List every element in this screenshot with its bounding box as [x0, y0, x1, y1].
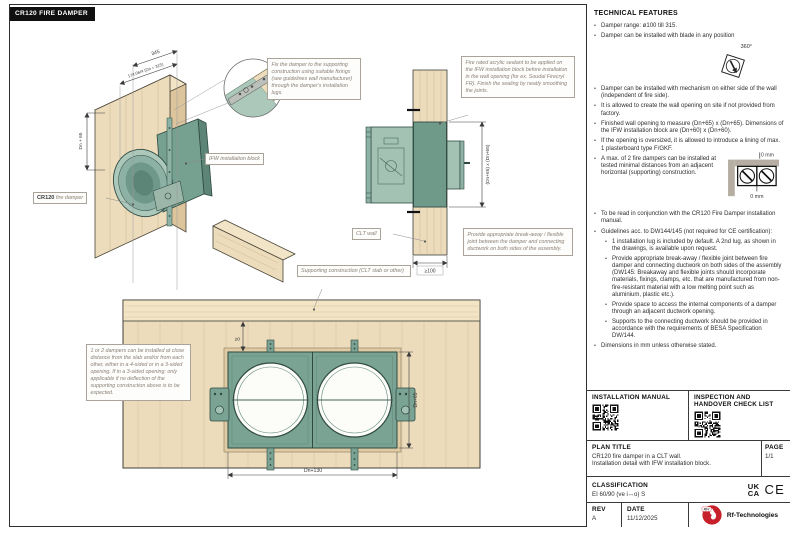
tag-clt-wall: CLT wall	[352, 228, 381, 240]
ukca-mark: UK CA	[747, 481, 760, 498]
blade-rotation-icon	[718, 51, 748, 81]
dim-opening: (Dn+65) x (Dn+65)	[486, 144, 491, 185]
right-panel	[586, 4, 790, 527]
feature-item: • To be read in conjunction with the CR120 Fire Damper installation manual.	[594, 211, 776, 225]
feature-subitem: • Supports to the connecting ductwork should be provided in accordance with the requirements of BESA Specification DW/144.	[605, 318, 768, 339]
note-flexible-joint: Provide appropriate break-away / flexible joint between the damper and connecting ductwork on both sides of the assembly.	[463, 228, 573, 256]
rev-value: A	[592, 514, 597, 522]
feature-item: • Damper range: ø100 till 315.	[594, 23, 678, 29]
logo-badge-text: Rf-t	[703, 507, 710, 512]
tag-cr120-fire-damper	[33, 192, 87, 204]
conformity-marks	[748, 482, 785, 497]
tag-cr120-bold: CR120	[37, 194, 55, 201]
rev-cell	[587, 503, 622, 527]
feature-subitem: • 1 installation lug is included by default. A 2nd lug, as shown in the drawings, is available upon request.	[605, 238, 776, 253]
tag-cr120-rest: fire damper	[54, 194, 84, 201]
brand-block	[689, 503, 790, 527]
documents-row	[587, 390, 790, 440]
feature-item: • If the opening is oversized, it is allowed to introduce a lining of max. 1 plasterboard type F/GKF.	[594, 138, 781, 152]
inspection-label: INSPECTION AND HANDOVER CHECK LIST	[694, 394, 774, 409]
tag-ifw-block: IFW installation block	[205, 153, 264, 165]
features-heading: TECHNICAL FEATURES	[594, 10, 678, 17]
classification-value: EI 60/90 (ve i↔o) S	[592, 490, 646, 498]
date-value: 11/12/2025	[627, 514, 658, 522]
feature-item: • Guidelines acc. to DW144/145 (not required for CE certification):	[594, 228, 773, 235]
plan-title-line2: Installation detail with IFW installation block.	[592, 460, 711, 468]
date-label: DATE	[627, 505, 645, 513]
qr-inspection	[694, 411, 721, 438]
note-fixing: Fix the damper to the supporting construction using suitable fixings (see guidelines wall manufacturer) through the damper's installation lugs.	[267, 58, 361, 100]
feature-item: • Damper can be installed with mechanism on either side of the wall (independent of fire side).	[594, 85, 777, 99]
fire-damper-section	[371, 127, 413, 203]
note-two-dampers: 1 or 2 dampers can be installed at close distance from the slab and/or from each other, either in a 4-sided or in a 3-sided opening. If in a 3-sided opening: only applicable if no deflection of the supporting construction above is to be expected.	[86, 344, 191, 401]
zero-mm-top-label: 0 mm	[760, 152, 775, 159]
dim-wall-thickness: ≥100	[424, 268, 436, 275]
installation-manual-label: INSTALLATION MANUAL	[592, 394, 671, 401]
dim-position: 174.06/4 (Dn = 315)	[127, 61, 164, 79]
dim-dn65-front: Dn+65	[413, 392, 419, 408]
classification-label: CLASSIFICATION	[592, 481, 648, 489]
feature-item: • Dimensions in mm unless otherwise stated.	[594, 342, 717, 349]
inspection-cell	[689, 391, 790, 440]
page-value: 1/1	[765, 452, 774, 460]
rotation-icon-block	[710, 44, 756, 81]
ce-mark: CE	[764, 482, 785, 497]
plan-title-label: PLAN TITLE	[592, 443, 631, 451]
technical-features	[587, 4, 790, 390]
revision-row	[587, 502, 790, 527]
tag-supporting-construction: Supporting construction (CLT slab or other)	[297, 265, 411, 277]
rev-label: REV	[592, 505, 606, 513]
note-sealant: Fire rated acrylic sealant to be applied on the IFW installation block before installation in the wall opening (for ex. Soudal Firecryl FR). Finish the sealing by neatly smoothing the joints.	[461, 56, 575, 98]
feature-item: • It is allowed to create the wall opening on site if not provided from factory.	[594, 103, 775, 117]
supporting-slab	[123, 300, 480, 321]
zero-mm-bottom-label: 0 mm	[750, 194, 764, 200]
installation-manual-cell	[587, 391, 689, 440]
dim-345: 345	[150, 48, 161, 58]
qr-installation	[592, 404, 619, 431]
feature-item: • Finished wall opening to measure (Dn+65) x (Dn+65). Dimensions of the IFW installation block are (Dn+60) x (Dn+60).	[594, 120, 784, 135]
feature-subitem: • Provide appropriate break-away / flexible joint between fire damper and connecting ductwork on both sides of the assembly (DW145: Breakaway and flexible joints should incorporate materials, fixings, clamps, etc. that are manufactured from non-fire-resistant material with a low melting point such as aluminium, plastic etc.).	[605, 255, 782, 298]
page-label: PAGE	[765, 443, 784, 451]
sheet-title: CR120 FIRE DAMPER	[10, 7, 95, 21]
feature-item: • A max. of 2 fire dampers can be installed at tested minimal distances from an adjacent horizontal (supporting) construction. 0 mm 0 mm	[594, 156, 784, 203]
rf-technologies-logo-icon	[701, 504, 723, 526]
feature-subitem: • Provide space to access the internal components of a damper through an adjacent ductwork opening.	[605, 301, 777, 315]
dim-dn130: Dn+130	[303, 468, 323, 474]
zero-distance-icon	[725, 150, 783, 200]
date-cell	[622, 503, 689, 527]
plan-title-line1: CR120 fire damper in a CLT wall.	[592, 452, 682, 460]
classification-row	[587, 476, 790, 502]
plan-title-cell	[587, 441, 762, 476]
plan-title-row	[587, 440, 790, 476]
page-cell	[762, 441, 790, 476]
dim-dn65-iso: Dn + 65	[79, 132, 84, 150]
rotation-label: 360°	[740, 43, 752, 50]
feature-item: • Damper can be installed with blade in any position	[594, 33, 735, 40]
brand-name: Rf-Technologies	[726, 511, 779, 519]
dim-gap-zero: ≥0	[234, 337, 240, 343]
ifw-block-section	[414, 122, 447, 207]
